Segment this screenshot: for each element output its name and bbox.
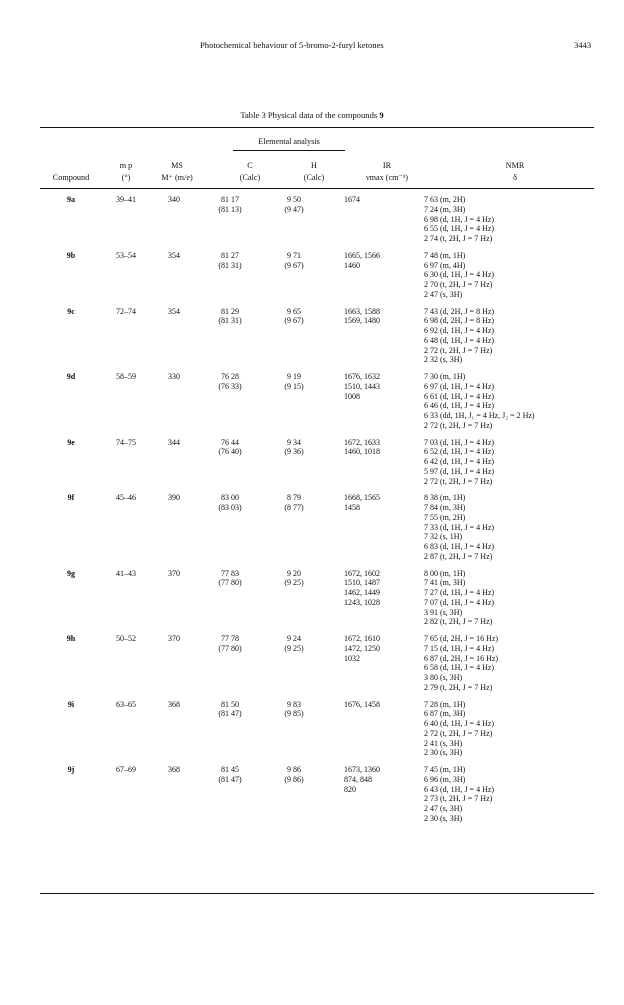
cell-nmr-line: 2 72 (t, 2H, J = 7 Hz) (424, 420, 493, 430)
cell-h-line: (9 15) (284, 381, 304, 391)
cell-c (198, 307, 262, 373)
cell-ir (326, 372, 418, 438)
table-row (40, 765, 596, 831)
elemental-analysis-rule (233, 150, 345, 151)
table-caption (0, 110, 624, 120)
cell-nmr (418, 195, 596, 251)
table-caption-prefix: Table 3 (240, 110, 266, 120)
cell-ir-line: 1665, 1566 (344, 250, 380, 260)
cell-h (262, 372, 326, 438)
cell-c-line: 81 45 (221, 765, 239, 774)
cell-nmr-line: 7 03 (d, 1H, J = 4 Hz) (424, 437, 495, 447)
cell-c-line: (83 03) (218, 503, 242, 512)
cell-c-line: 77 78 (221, 634, 239, 643)
header-nmr-unit: δ (513, 173, 517, 182)
cell-h-line: 8 79 (287, 493, 301, 503)
cell-nmr-line: 2 30 (s, 3H) (424, 748, 463, 758)
page-number: 3443 (574, 40, 592, 50)
cell-ir-line: 1569, 1480 (344, 316, 380, 326)
cell-ir-line: 1676, 1458 (344, 699, 380, 709)
cell-nmr-line: 3 80 (s, 3H) (424, 673, 463, 682)
table-header-rule (40, 188, 594, 189)
cell-compound: 9j (67, 765, 75, 774)
table-row (40, 307, 596, 373)
header-nmr: NMR (505, 161, 525, 170)
cell-ms: 344 (168, 437, 180, 447)
cell-ms: 354 (168, 306, 180, 316)
cell-ir-line: 1676, 1632 (344, 372, 380, 381)
cell-c-line: 76 28 (221, 372, 239, 381)
cell-nmr (418, 765, 596, 831)
cell-nmr-line: 7 24 (m, 3H) (424, 204, 466, 214)
cell-compound: 9d (66, 372, 76, 381)
elemental-analysis-header: Elemental analysis (258, 137, 320, 146)
cell-nmr-line: 7 27 (d, 1H, J = 4 Hz) (424, 588, 495, 597)
cell-nmr-line: 6 61 (d, 1H, J = 4 Hz) (424, 391, 495, 401)
cell-c-line: 77 83 (221, 568, 239, 578)
header-ir: IR (382, 161, 392, 170)
cell-mp: 41–43 (116, 568, 136, 578)
cell-nmr (418, 634, 596, 700)
cell-c (198, 700, 262, 766)
cell-ir (326, 765, 418, 831)
header-c: C (247, 161, 253, 170)
cell-c-line: (77 80) (218, 643, 242, 653)
cell-nmr-line: 6 92 (d, 1H, J = 4 Hz) (424, 326, 495, 335)
cell-nmr-line: 7 63 (m, 2H) (424, 195, 466, 204)
cell-mp: 58–59 (116, 372, 136, 381)
cell-h (262, 195, 326, 251)
cell-ir-line: 1460, 1018 (344, 447, 380, 457)
cell-mp: 53–54 (116, 250, 136, 260)
cell-nmr-line: 2 41 (s, 3H) (424, 738, 463, 748)
cell-ir-line: 1672, 1602 (344, 568, 380, 578)
cell-nmr-line: 8 38 (m, 1H) (424, 493, 466, 503)
cell-nmr-line: 6 58 (d, 1H, J = 4 Hz) (424, 663, 495, 673)
cell-ir-line: 820 (344, 784, 356, 794)
cell-h-line: 9 86 (287, 765, 301, 774)
cell-h (262, 569, 326, 635)
cell-c (198, 195, 262, 251)
cell-nmr-line: 6 33 (dd, 1H, J₁ = 4 Hz, J₂ = 2 Hz) (424, 411, 535, 420)
cell-nmr (418, 700, 596, 766)
table-row (40, 372, 596, 438)
cell-nmr-line: 6 48 (d, 1H, J = 4 Hz) (424, 335, 495, 345)
cell-h (262, 251, 326, 307)
header-h-unit: (Calc) (303, 173, 325, 182)
cell-nmr-line: 2 72 (t, 2H, J = 7 Hz) (424, 345, 493, 355)
data-table (40, 195, 596, 831)
cell-mp: 72–74 (116, 306, 136, 316)
cell-c-line: (76 40) (218, 447, 242, 457)
table-row (40, 634, 596, 700)
cell-h-line: (9 67) (284, 260, 304, 270)
cell-c-line: 81 27 (221, 250, 239, 260)
cell-ir (326, 251, 418, 307)
cell-ms: 370 (168, 634, 180, 643)
header-c-unit: (Calc) (239, 173, 261, 182)
cell-c (198, 438, 262, 494)
cell-nmr-line: 6 96 (m, 3H) (424, 774, 466, 784)
cell-nmr (418, 569, 596, 635)
cell-h-line: (9 86) (284, 774, 304, 784)
table-bottom-rule (40, 893, 594, 894)
cell-compound: 9h (66, 634, 76, 643)
cell-nmr-line: 6 83 (d, 1H, J = 4 Hz) (424, 542, 495, 551)
cell-nmr-line: 6 43 (d, 1H, J = 4 Hz) (424, 784, 495, 794)
cell-nmr (418, 438, 596, 494)
cell-mp: 39–41 (116, 195, 136, 204)
cell-compound: 9i (67, 699, 75, 709)
cell-compound: 9f (67, 493, 75, 503)
cell-ir (326, 195, 418, 251)
cell-ir (326, 307, 418, 373)
cell-nmr-line: 2 47 (s, 3H) (424, 289, 463, 299)
cell-c-line: (81 47) (218, 774, 242, 784)
cell-ir-line: 1458 (344, 503, 360, 512)
cell-c (198, 569, 262, 635)
cell-ir-line: 1032 (344, 653, 360, 663)
cell-h (262, 634, 326, 700)
cell-c-line: (81 47) (218, 709, 242, 719)
cell-nmr-line: 7 43 (d, 2H, J = 8 Hz) (424, 306, 495, 316)
cell-h-line: 9 24 (287, 634, 301, 643)
cell-nmr-line: 6 40 (d, 1H, J = 4 Hz) (424, 719, 495, 728)
cell-nmr (418, 372, 596, 438)
cell-ir-line: 1243, 1028 (344, 597, 380, 607)
cell-h-line: (9 36) (284, 447, 304, 457)
cell-h-line: 9 50 (287, 195, 301, 204)
cell-nmr-line: 2 74 (t, 2H, J = 7 Hz) (424, 234, 493, 243)
cell-c-line: 76 44 (221, 437, 239, 447)
cell-nmr-line: 2 70 (t, 2H, J = 7 Hz) (424, 280, 493, 289)
cell-nmr-line: 3 91 (s, 3H) (424, 607, 463, 617)
cell-nmr (418, 307, 596, 373)
cell-ir-line: 1674 (344, 195, 360, 204)
cell-c-line: 81 50 (221, 699, 239, 709)
cell-nmr-line: 2 87 (t, 2H, J = 7 Hz) (424, 551, 493, 561)
cell-nmr-line: 6 46 (d, 1H, J = 4 Hz) (424, 401, 495, 411)
cell-nmr-line: 6 52 (d, 1H, J = 4 Hz) (424, 447, 495, 457)
cell-nmr-line: 7 33 (d, 1H, J = 4 Hz) (424, 522, 495, 532)
header-mp-unit: (°) (121, 173, 131, 182)
cell-h-line: (9 67) (284, 316, 304, 326)
cell-ir (326, 700, 418, 766)
cell-c-line: (81 31) (218, 260, 242, 270)
cell-nmr-line: 6 42 (d, 1H, J = 4 Hz) (424, 457, 495, 466)
cell-ir-line: 1460 (344, 260, 360, 270)
table-row (40, 438, 596, 494)
cell-h-line: 9 65 (287, 306, 301, 316)
cell-nmr-line: 8 00 (m, 1H) (424, 568, 466, 578)
cell-mp: 67–69 (116, 765, 136, 774)
cell-h-line: 9 19 (287, 372, 301, 381)
cell-ir (326, 569, 418, 635)
table-top-rule (40, 127, 594, 128)
cell-ir-line: 1673, 1360 (344, 765, 380, 774)
cell-ir-line: 1510, 1487 (344, 578, 380, 588)
cell-ir-line: 874, 848 (344, 774, 372, 784)
cell-c-line: 81 17 (221, 195, 239, 204)
cell-c (198, 251, 262, 307)
cell-ir-line: 1462, 1449 (344, 588, 380, 597)
cell-nmr-line: 2 32 (s, 3H) (424, 355, 463, 365)
cell-c-line: (76 33) (218, 381, 242, 391)
cell-nmr-line: 2 82 (t, 2H, J = 7 Hz) (424, 617, 493, 627)
cell-nmr-line: 2 73 (t, 2H, J = 7 Hz) (424, 794, 493, 804)
cell-h-line: 9 20 (287, 568, 301, 578)
cell-nmr-line: 6 98 (d, 1H, J = 4 Hz) (424, 214, 495, 224)
header-ms-unit: M⁺ (m/e) (161, 173, 193, 182)
header-compound: Compound (52, 173, 90, 182)
cell-compound: 9e (67, 437, 75, 447)
header-mp: m p (119, 161, 133, 170)
cell-nmr-line: 7 84 (m, 3H) (424, 503, 466, 512)
cell-c-line: (81 13) (218, 204, 242, 214)
cell-nmr-line: 7 41 (m, 3H) (424, 578, 466, 588)
running-head: Photochemical behaviour of 5-bromo-2-furyl ketones (200, 40, 384, 50)
cell-ms: 354 (168, 250, 180, 260)
cell-ir (326, 438, 418, 494)
cell-nmr-line: 2 79 (t, 2H, J = 7 Hz) (424, 682, 493, 692)
cell-h (262, 438, 326, 494)
cell-h (262, 700, 326, 766)
cell-h-line: (9 25) (284, 578, 304, 588)
cell-nmr-line: 7 07 (d, 1H, J = 4 Hz) (424, 597, 495, 607)
table-row (40, 569, 596, 635)
header-ms: MS (171, 161, 183, 170)
cell-nmr-line: 6 98 (d, 2H, J = 8 Hz) (424, 316, 495, 326)
cell-compound: 9b (66, 250, 76, 260)
cell-mp: 50–52 (116, 634, 136, 643)
cell-ir (326, 493, 418, 568)
table-row (40, 700, 596, 766)
cell-h-line: 9 34 (287, 437, 301, 447)
header-h: H (311, 161, 317, 170)
cell-ms: 370 (168, 568, 180, 578)
cell-h-line: (9 85) (284, 709, 304, 719)
cell-h-line: 9 83 (287, 699, 301, 709)
cell-ir-line: 1008 (344, 391, 360, 401)
cell-nmr-line: 6 30 (d, 1H, J = 4 Hz) (424, 270, 495, 280)
cell-c-line: 81 29 (221, 306, 239, 316)
cell-compound: 9a (67, 195, 75, 204)
cell-c-line: (77 80) (218, 578, 242, 588)
cell-ms: 368 (168, 699, 180, 709)
cell-h-line: (9 25) (284, 643, 304, 653)
cell-c (198, 634, 262, 700)
cell-nmr-line: 2 47 (s, 3H) (424, 804, 463, 813)
cell-c-line: (81 31) (218, 316, 242, 326)
cell-nmr-line: 7 32 (s, 1H) (424, 532, 463, 542)
cell-h-line: 9 71 (287, 250, 301, 260)
cell-nmr-line: 7 48 (m, 1H) (424, 250, 466, 260)
header-ir-unit: νmax (cm⁻¹) (365, 173, 409, 182)
cell-ir-line: 1672, 1610 (344, 634, 380, 643)
table-row (40, 493, 596, 568)
cell-ms: 368 (168, 765, 180, 774)
cell-ir-line: 1510, 1443 (344, 381, 380, 391)
cell-nmr-line: 7 55 (m, 2H) (424, 512, 466, 522)
cell-h (262, 307, 326, 373)
cell-c (198, 493, 262, 568)
cell-nmr-line: 6 55 (d, 1H, J = 4 Hz) (424, 224, 495, 234)
cell-nmr-line: 7 28 (m, 1H) (424, 699, 466, 709)
cell-ms: 330 (168, 372, 180, 381)
cell-ir-line: 1663, 1588 (344, 306, 380, 316)
cell-ir (326, 634, 418, 700)
cell-nmr-line: 6 97 (d, 1H, J = 4 Hz) (424, 381, 495, 391)
cell-compound: 9g (67, 568, 75, 578)
cell-nmr-line: 2 72 (t, 2H, J = 7 Hz) (424, 476, 493, 486)
table-row (40, 251, 596, 307)
cell-ir-line: 1672, 1633 (344, 437, 380, 447)
cell-nmr (418, 251, 596, 307)
cell-nmr-line: 6 97 (m, 4H) (424, 260, 466, 270)
cell-c (198, 765, 262, 831)
cell-nmr (418, 493, 596, 568)
cell-ir-line: 1472, 1250 (344, 643, 380, 653)
cell-compound: 9c (67, 306, 75, 316)
cell-ms: 340 (168, 195, 180, 204)
cell-nmr-line: 7 30 (m, 1H) (424, 372, 466, 381)
cell-ir-line: 1668, 1565 (344, 493, 380, 503)
cell-c (198, 372, 262, 438)
cell-nmr-line: 7 65 (d, 2H, J = 16 Hz) (424, 634, 499, 643)
cell-nmr-line: 7 15 (d, 1H, J = 4 Hz) (424, 643, 495, 653)
cell-h (262, 493, 326, 568)
table-row (40, 195, 596, 251)
cell-nmr-line: 2 72 (t, 2H, J = 7 Hz) (424, 728, 493, 738)
cell-h (262, 765, 326, 831)
cell-nmr-line: 6 87 (m, 3H) (424, 709, 466, 719)
cell-mp: 63–65 (116, 699, 136, 709)
cell-nmr-line: 7 45 (m, 1H) (424, 765, 466, 774)
cell-nmr-line: 5 97 (d, 1H, J = 4 Hz) (424, 466, 495, 476)
cell-nmr-line: 6 87 (d, 2H, J = 16 Hz) (424, 653, 499, 663)
cell-h-line: (8 77) (284, 503, 304, 512)
cell-h-line: (9 47) (284, 204, 304, 214)
cell-c-line: 83 00 (221, 493, 239, 503)
cell-ms: 390 (168, 493, 180, 503)
table-caption-text: Physical data of the compounds (267, 110, 378, 120)
cell-mp: 74–75 (116, 437, 136, 447)
table-caption-compound: 9 (379, 110, 384, 120)
cell-nmr-line: 2 30 (s, 3H) (424, 813, 463, 823)
cell-mp: 45–46 (116, 493, 136, 503)
